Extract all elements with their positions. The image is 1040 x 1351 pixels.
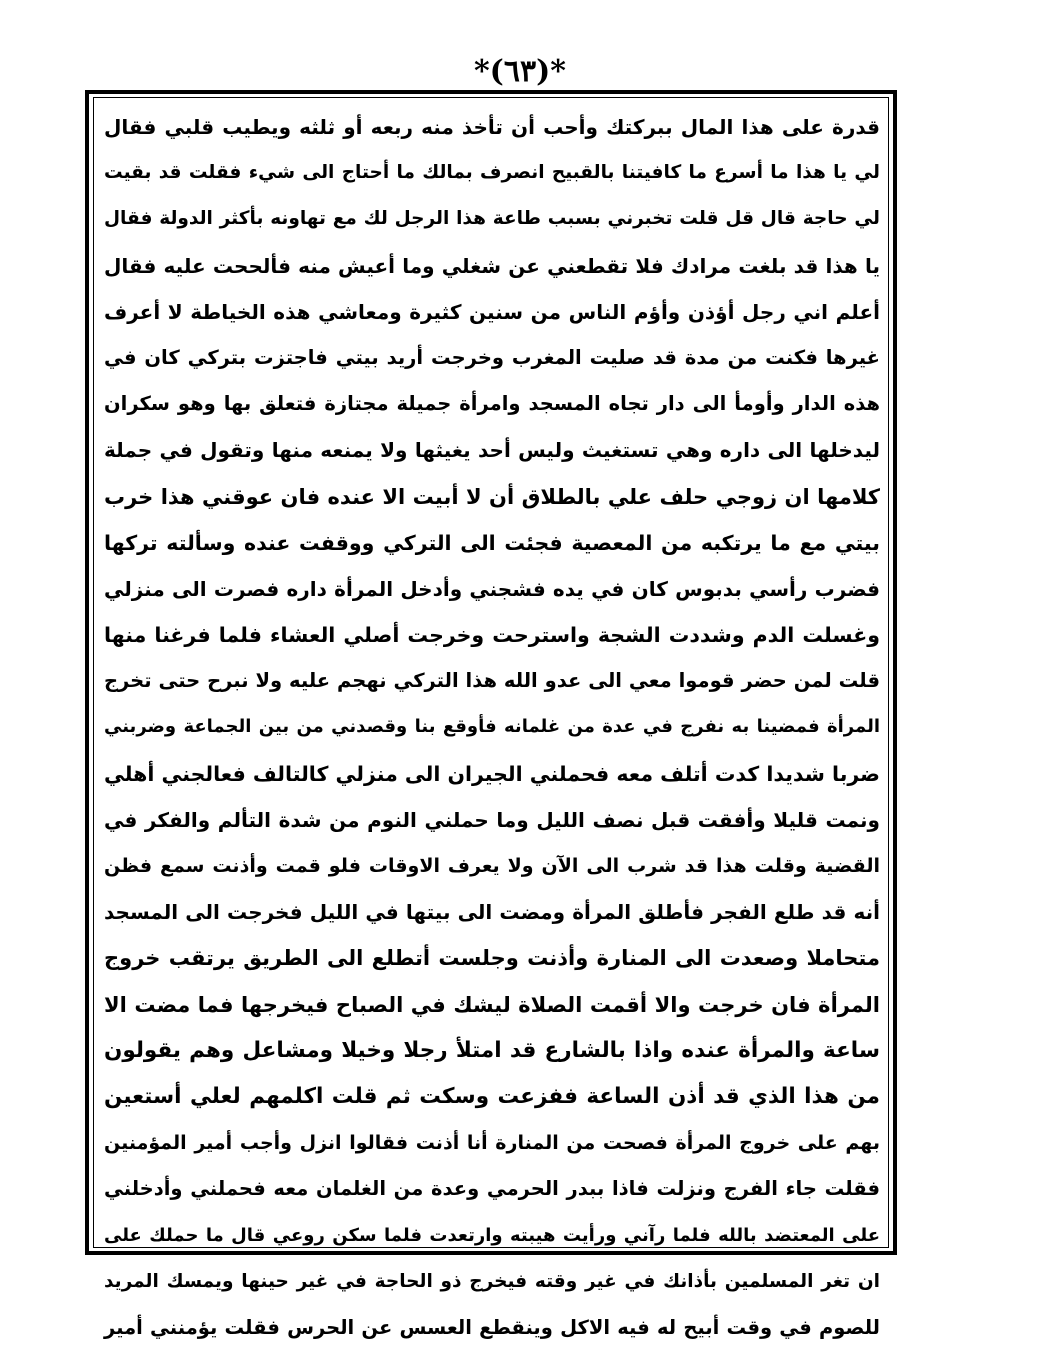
text-body (104, 104, 880, 1339)
text-line: فقلت جاء الفرج ونزلت فاذا ببدر الحرمي وعدة من الغلمان معه فحملني وأدخلني (104, 1177, 880, 1201)
text-line: هذه الدار وأومأ الى دار تجاه المسجد وامرأة جميلة مجتازة فتعلق بها وهو سكران (104, 392, 880, 416)
text-line: قلت لمن حضر قوموا معي الى عدو الله هذا التركي نهجم عليه ولا نبرح حتى تخرج (104, 669, 880, 693)
text-line: ونمت قليلا وأفقت قبل نصف الليل وما حملني النوم من شدة التألم والفكر في (104, 807, 880, 832)
text-line: بهم على خروج المرأة فصحت من المنارة أنا أذنت فقالوا انزل وأجب أمير المؤمنين (104, 1132, 880, 1155)
text-line: لي يا هذا ما أسرع ما كافيتنا بالقبيح انصرف بمالك ما أحتاج الى شيء فقلت قد بقيت (104, 162, 880, 184)
text-line: فضرب رأسي بدبوس كان في يده فشجني وأدخل المرأة داره فصرت الى منزلي (104, 576, 880, 601)
text-line: أنه قد طلع الفجر فأطلق المرأة ومضت الى بيتها في الليل فخرجت الى المسجد (104, 900, 880, 925)
text-line: القضية وقلت هذا قد شرب الى الآن ولا يعرف الاوقات فلو قمت وأذنت سمع فظن (104, 855, 880, 877)
text-line: ضربا شديدا كدت أتلف معه فحملني الجيران الى منزلي كالتالف فعالجني أهلي (104, 761, 880, 786)
text-line: المرأة فان خرجت والا أقمت الصلاة ليشك في الصباح فيخرجها فما مضت الا (104, 992, 880, 1017)
page-number: *(٦٣)* (473, 54, 566, 89)
text-line: غيرها فكنت من مدة قد صليت المغرب وخرجت أريد بيتي فاجتزت بتركي كان في (104, 345, 880, 369)
text-line: أعلم اني رجل أؤذن وأؤم الناس من سنين كثيرة ومعاشي هذه الخياطة لا أعرف (104, 299, 880, 324)
text-line: للصوم في وقت أبيح له فيه الاكل وينقطع العسس عن الحرس فقلت يؤمنني أمير (104, 1315, 880, 1339)
text-line: قدرة على هذا المال ببركتك وأحب أن تأخذ منه ربعه أو ثلثه ويطيب قلبي فقال (104, 115, 880, 139)
text-line: بيتي مع ما يرتكبه من المعصية فجئت الى التركي ووقفت عنده وسألته تركها (104, 530, 880, 555)
text-line: متحاملا وصعدت الى المنارة وأذنت وجلست أتطلع الى الطريق يرتقب خروج (104, 946, 880, 971)
text-line: لي حاجة قال قل قلت تخبرني بسبب طاعة هذا الرجل لك مع تهاونه بأكثر الدولة فقال (104, 208, 880, 230)
text-line: يا هذا قد بلغت مرادك فلا تقطعني عن شغلي وما أعيش منه فألححت عليه فقال (104, 253, 880, 278)
text-line: وغسلت الدم وشددت الشجة واسترحت وخرجت أصلي العشاء فلما فرغنا منها (104, 623, 880, 648)
text-line: ان تغر المسلمين بأذانك في غير وقته فيخرج ذو الحاجة في غير حينها ويمسك المريد (104, 1270, 880, 1292)
text-line: المرأة فمضينا به نفرج في عدة من غلمانه فأوقع بنا وقصدني من بين الجماعة وضربني (104, 716, 880, 738)
text-line: ساعة والمرأة عنده واذا بالشارع قد امتلأ رجلا وخيلا ومشاعل وهم يقولون (104, 1037, 880, 1063)
text-line: على المعتضد بالله فلما رآني ورأيت هيبته وارتعدت فلما سكن روعي قال ما حملك على (104, 1224, 880, 1246)
text-line: كلامها ان زوجي حلف علي بالطلاق أن لا أبيت الا عنده فان عوقني هذا خرب (104, 484, 880, 509)
text-line: من هذا الذي قد أذن الساعة ففزعت وسكت ثم قلت اكلمهم لعلي أستعين (104, 1083, 880, 1109)
text-line: ليدخلها الى داره وهي تستغيث وليس أحد يغيثها ولا يمنعه منها وتقول في جملة (104, 438, 880, 463)
